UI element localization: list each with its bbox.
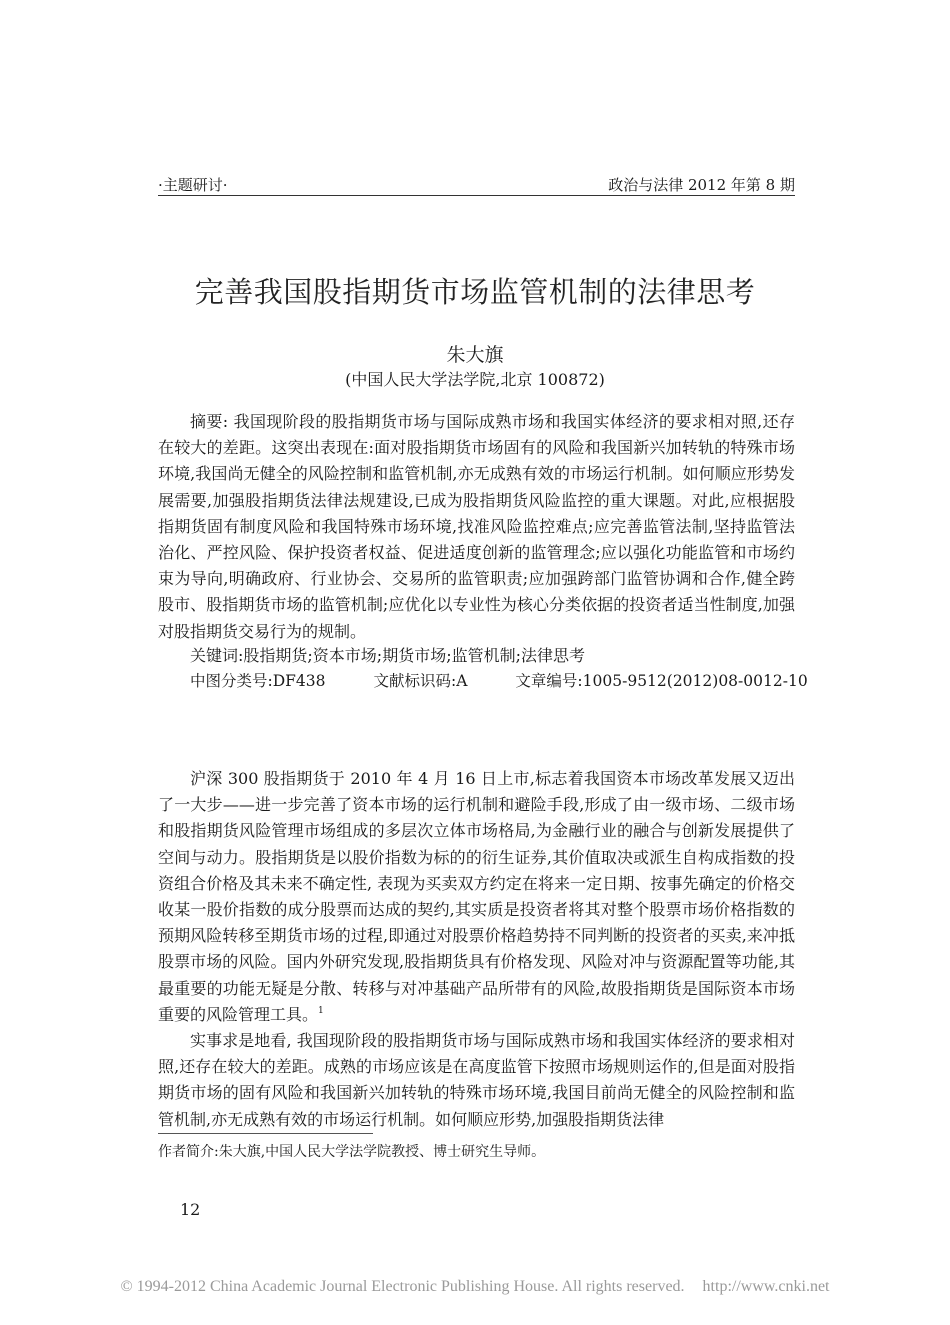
body-paragraph [158, 766, 795, 1028]
abstract [158, 409, 795, 645]
copyright-text: © 1994-2012 China Academic Journal Electronic Publishing House. All rights reserved. [120, 1278, 685, 1295]
keywords-text: 股指期货;资本市场;期货市场;监管机制;法律思考 [243, 646, 585, 665]
body-text [158, 766, 795, 1133]
author-affiliation: (中国人民大学法学院,北京 100872) [345, 370, 605, 389]
author-name: 朱大旗 [446, 344, 504, 366]
keywords-label: 关键词: [190, 646, 244, 665]
clc-code: 中图分类号:DF438 [190, 672, 326, 690]
section-label: ·主题研讨· [158, 176, 228, 194]
body-paragraph: 实事求是地看, 我国现阶段的股指期货市场与国际成熟市场和我国实体经济的要求相对照,还存在较大的差距。成熟的市场应该是在高度监管下按照市场规则运作的,但是面对股指期货市场的固有风险和我国新兴加转轨的特殊市场环境,我国目前尚无健全的风险控制和监管机制,亦无成熟有效的市场运行机制。如何顺应形势,加强股指期货法律 [158, 1031, 795, 1129]
header-divider [158, 195, 795, 196]
article-number: 文章编号:1005-9512(2012)08-0012-10 [515, 672, 808, 690]
keywords [190, 643, 795, 666]
author-footnote: 作者简介:朱大旗,中国人民大学法学院教授、博士研究生导师。 [158, 1144, 546, 1160]
body-paragraph-text: 沪深 300 股指期货于 2010 年 4 月 16 日上市,标志着我国资本市场改革发展又迈出了一大步——进一步完善了资本市场的运行机制和避险手段,形成了由一级市场、二级市场和股指期货风险管理市场组成的多层次立体市场格局,为金融行业的融合与创新发展提供了空间与动力。股指期货是以股价指数为标的的衍生证券,其价值取决或派生自构成指数的投资组合价格及其未来不确定性, 表现为买卖双方约定在将来一定日期、按事先确定的价格交收某一股价指数的成分股票而达成的契约,其实质是投资者将其对整个股票市场价格指数的预期风险转移至期货市场的过程,即通过对股票价格趋势持不同判断的投资者的买卖,来冲抵股票市场的风险。国内外研究发现,股指期货具有价格发现、风险对冲与资源配置等功能,其最重要的功能无疑是分散、转移与对冲基础产品所带有的风险,故股指期货是国际资本市场重要的风险管理工具。 [158, 769, 795, 1024]
abstract-label: 摘要: [190, 412, 229, 431]
footnote-ref[interactable]: 1 [318, 1005, 324, 1016]
footnote-divider [158, 1133, 373, 1134]
journal-issue: 政治与法律 2012 年第 8 期 [608, 176, 795, 194]
classification-line [190, 669, 808, 691]
page-number: 12 [180, 1200, 201, 1219]
cnki-link[interactable]: http://www.cnki.net [702, 1278, 830, 1295]
abstract-text: 我国现阶段的股指期货市场与国际成熟市场和我国实体经济的要求相对照,还存在较大的差距。这突出表现在:面对股指期货市场固有的风险和我国新兴加转轨的特殊市场环境,我国尚无健全的风险控制和监管机制,亦无成熟有效的市场运行机制。如何顺应形势发展需要,加强股指期货法律法规建设,已成为股指期货风险监控的重大课题。对此,应根据股指期货固有制度风险和我国特殊市场环境,找准风险监控难点;应完善监管法制,坚持监管法治化、严控风险、保护投资者权益、促进适度创新的监管理念;应以强化功能监管和市场约束为导向,明确政府、行业协会、交易所的监管职责;应加强跨部门监管协调和合作,健全跨股市、股指期货市场的监管机制;应优化以专业性为核心分类依据的投资者适当性制度,加强对股指期货交易行为的规制。 [158, 412, 795, 641]
article-title: 完善我国股指期货市场监管机制的法律思考 [194, 275, 756, 309]
copyright-notice [0, 1278, 950, 1296]
document-code: 文献标识码:A [373, 672, 468, 690]
